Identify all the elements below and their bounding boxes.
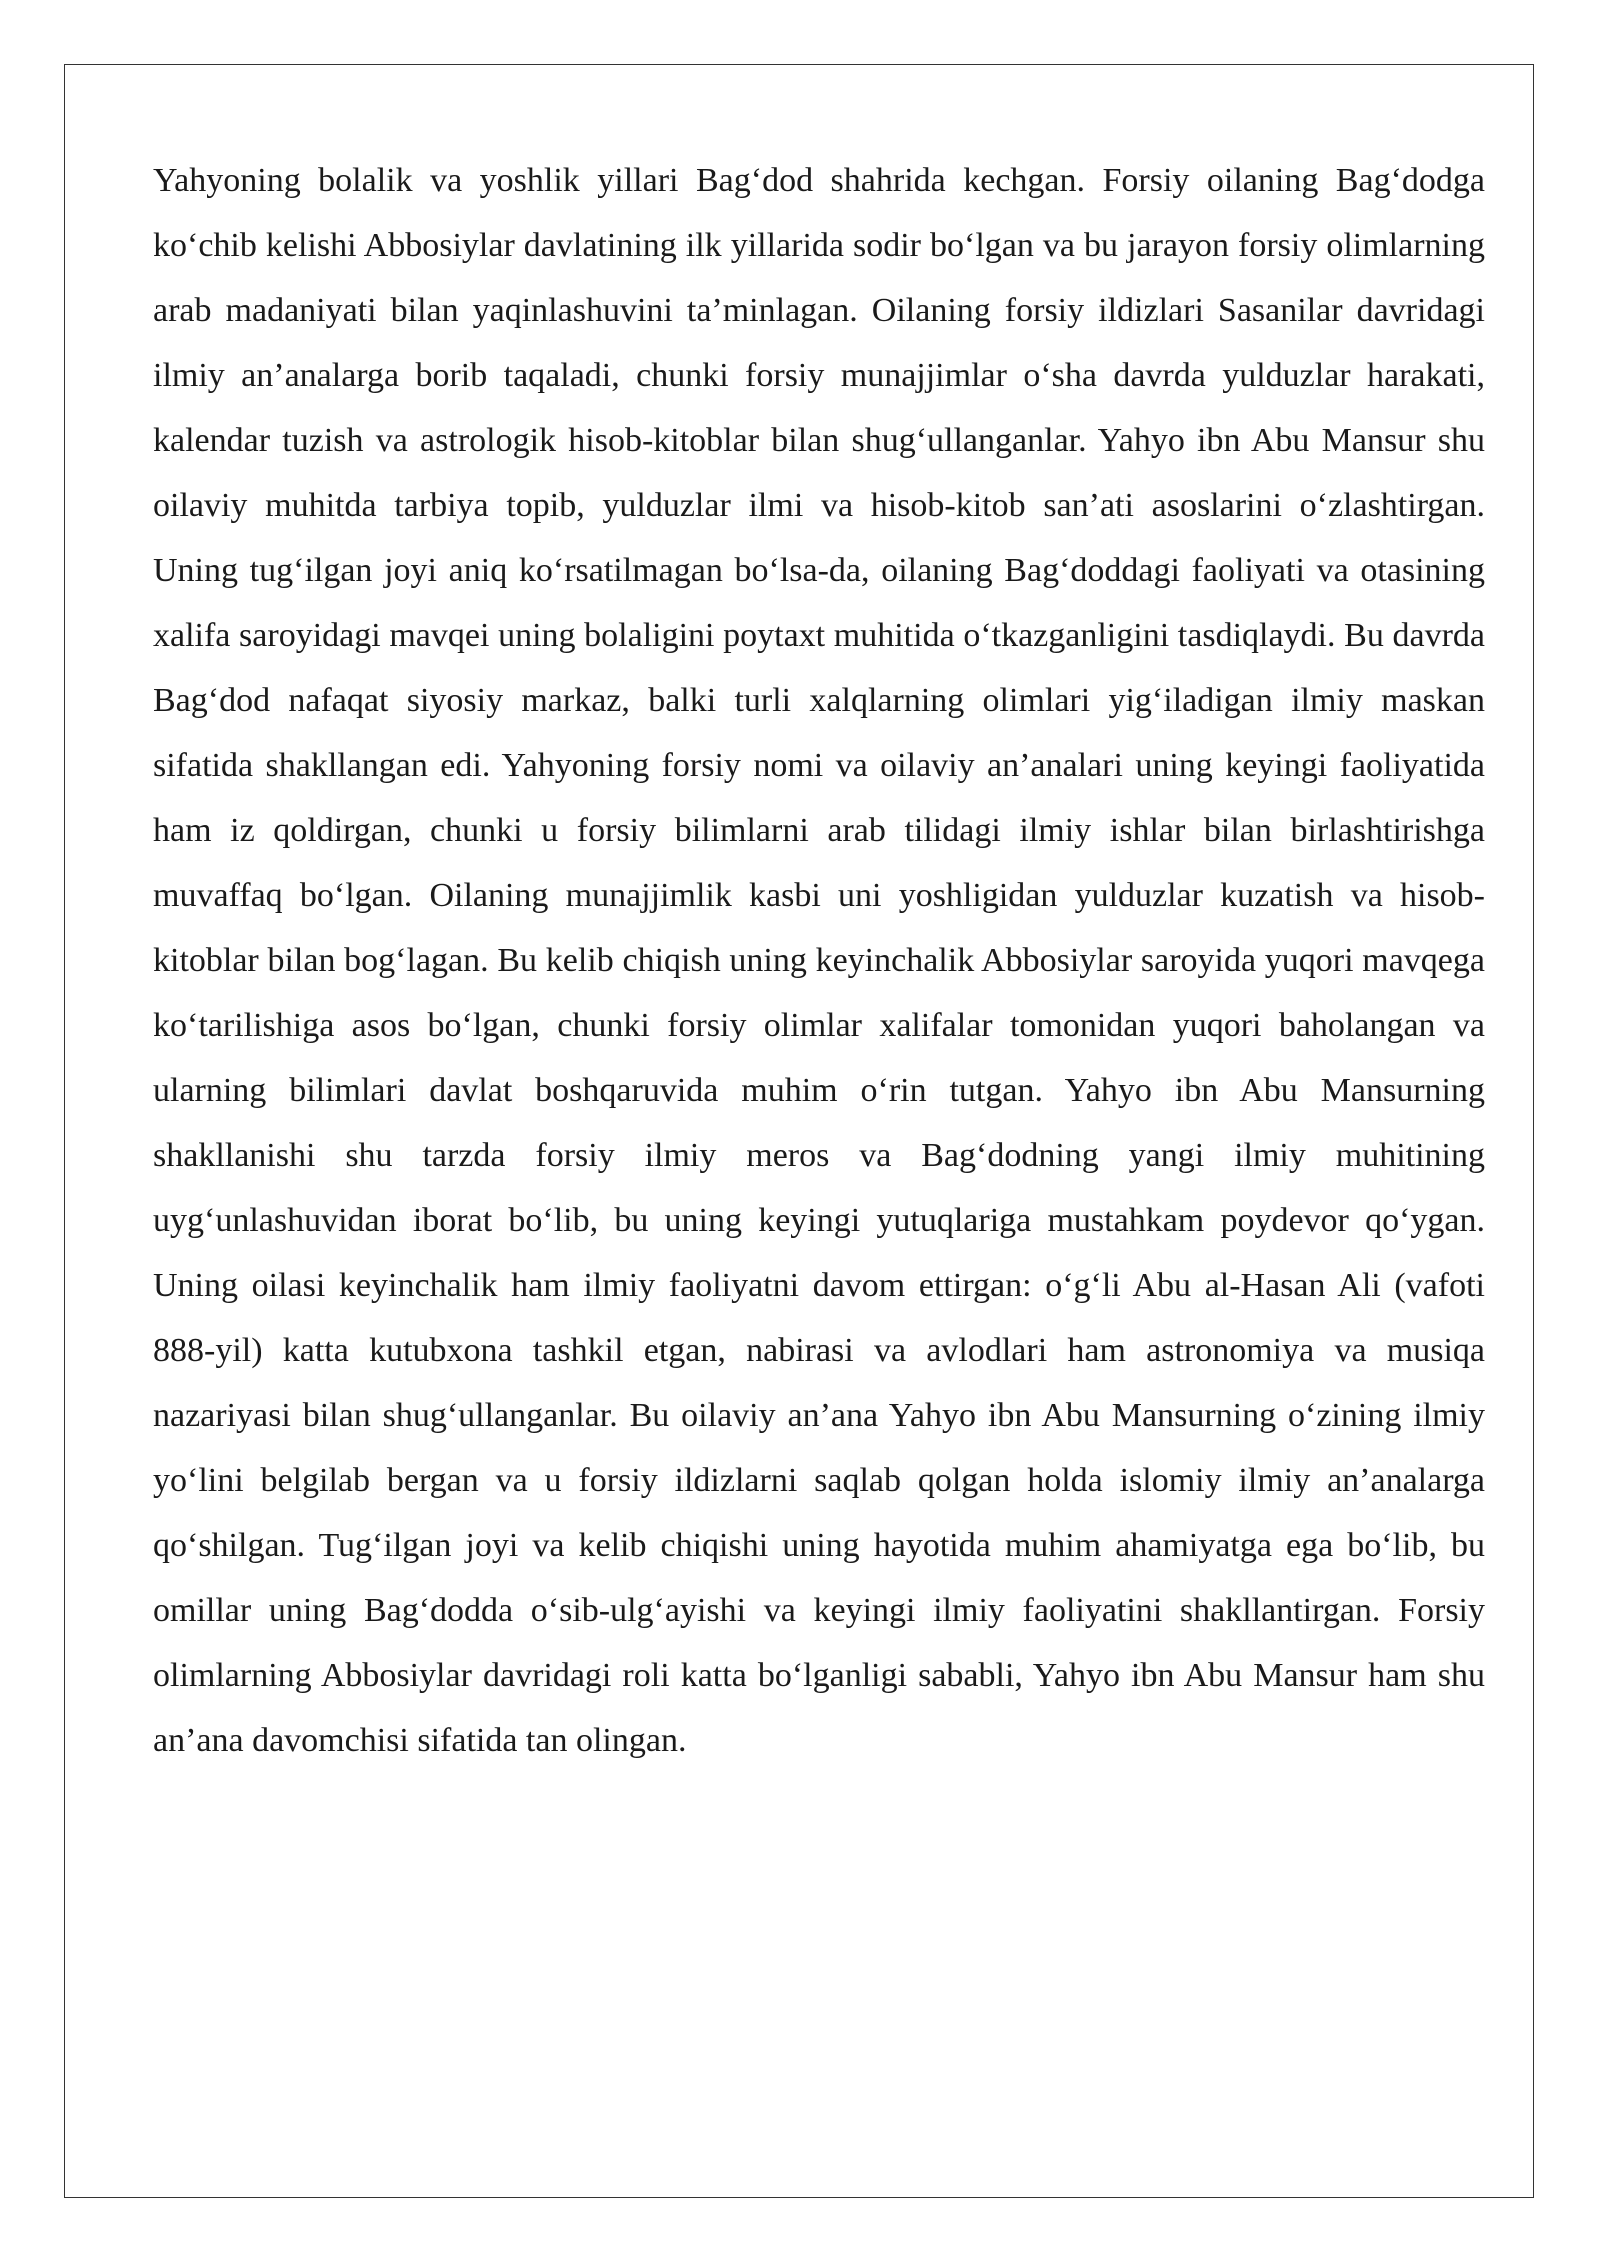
body-paragraph: Yahyoning bolalik va yoshlik yillari Bag‘dod shahrida kechgan. Forsiy oilaning Bag‘dodga ko‘chib kelishi Abbosiylar davlatining ilk yillarida sodir bo‘lgan va bu jarayon forsiy olimlarning arab madaniyati bilan yaqinlashuvini ta’minlagan. Oilaning forsiy ildizlari Sasanilar davridagi ilmiy an’analarga borib taqaladi, chunki forsiy munajjimlar o‘sha davrda yulduzlar harakati, kalendar tuzish va astrologik hisob-kitoblar bilan shug‘ullanganlar. Yahyo ibn Abu Mansur shu oilaviy muhitda tarbiya topib, yulduzlar ilmi va hisob-kitob san’ati asoslarini o‘zlashtirgan. Uning tug‘ilgan joyi aniq ko‘rsatilmagan bo‘lsa-da, oilaning Bag‘doddagi faoliyati va otasining xalifa saroyidagi mavqei uning bolaligini poytaxt muhitida o‘tkazganligini tasdiqlaydi. Bu davrda Bag‘dod nafaqat siyosiy markaz, balki turli xalqlarning olimlari yig‘iladigan ilmiy maskan sifatida shakllangan edi. Yahyoning forsiy nomi va oilaviy an’analari uning keyingi faoliyatida ham iz qoldirgan, chunki u forsiy bilimlarni arab tilidagi ilmiy ishlar bilan birlashtirishga muvaffaq bo‘lgan. Oilaning munajjimlik kasbi uni yoshligidan yulduzlar kuzatish va hisob-kitoblar bilan bog‘lagan. Bu kelib chiqish uning keyinchalik Abbosiylar saroyida yuqori mavqega ko‘tarilishiga asos bo‘lgan, chunki forsiy olimlar xalifalar tomonidan yuqori baholangan va ularning bilimlari davlat boshqaruvida muhim o‘rin tutgan. Yahyo ibn Abu Mansurning shakllanishi shu tarzda forsiy ilmiy meros va Bag‘dodning yangi ilmiy muhitining uyg‘unlashuvidan iborat bo‘lib, bu uning keyingi yutuqlariga mustahkam poydevor qo‘ygan. Uning oilasi keyinchalik ham ilmiy faoliyatni davom ettirgan: o‘g‘li Abu al-Hasan Ali (vafoti 888-yil) katta kutubxona tashkil etgan, nabirasi va avlodlari ham astronomiya va musiqa nazariyasi bilan shug‘ullanganlar. Bu oilaviy an’ana Yahyo ibn Abu Mansurning o‘zining ilmiy yo‘lini belgilab bergan va u forsiy ildizlarni saqlab qolgan holda islomiy ilmiy an’analarga qo‘shilgan. Tug‘ilgan joyi va kelib chiqishi uning hayotida muhim ahamiyatga ega bo‘lib, bu omillar uning Bag‘dodda o‘sib-ulg‘ayishi va keyingi ilmiy faoliyatini shakllantirgan. Forsiy olimlarning Abbosiylar davridagi roli katta bo‘lganligi sababli, Yahyo ibn Abu Mansur ham shu an’ana davomchisi sifatida tan olingan. bbox=[153, 162, 1485, 1759]
